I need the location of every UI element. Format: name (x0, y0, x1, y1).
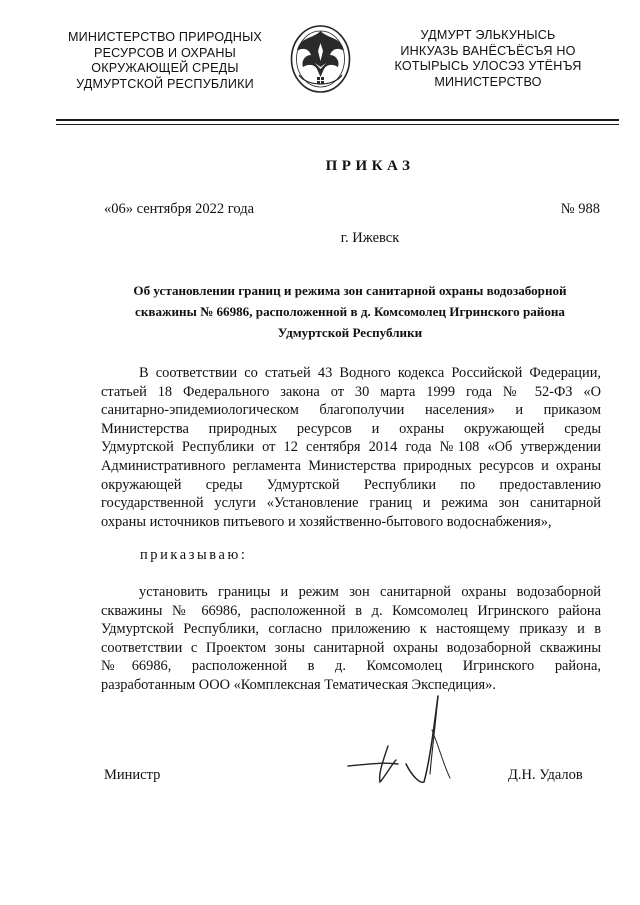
udmurt-coat-of-arms-icon (289, 21, 352, 94)
order-keyword: приказываю: (140, 547, 248, 563)
order-date: «06» сентября 2022 года (104, 201, 255, 217)
ministry-name-line: УДМУРТСКОЙ РЕСПУБЛИКИ (76, 76, 254, 91)
text-line: №66986, расположенной в д. Комсомолец Игринского района, (101, 658, 601, 675)
text-line: В соответствии со статьей 43 Водного кодекса Российской Федерации, (139, 365, 601, 381)
subject-line: Об установлении границ и режима зон санитарной охраны водозаборной (133, 283, 567, 298)
ministry-name-line: КОТЫРЫСЬ УЛОСЭЗ УТЁНЪЯ (394, 59, 582, 74)
header-divider-thin (56, 124, 619, 125)
text-line: Удмуртской Республики от 12 сентября 2014 года №108 «Об утверждении (101, 439, 601, 456)
document-title: ПРИКАЗ (325, 158, 415, 174)
ministry-name-russian (50, 30, 280, 92)
signatory-title: Министр (104, 767, 161, 783)
text-line: окружающей среды Удмуртской Республики по предоставлению (101, 476, 601, 493)
ministry-name-line: РЕСУРСОВ И ОХРАНЫ (93, 45, 237, 60)
text-line: государственной услуги «Установление границ и режима зон санитарной (101, 495, 601, 512)
subject-line: Удмуртской Республики (277, 325, 423, 340)
ministry-name-line: УДМУРТ ЭЛЬКУНЫСЬ (420, 28, 556, 42)
order-subject (100, 280, 600, 343)
ministry-name-line: МИНИСТЕРСТВО ПРИРОДНЫХ (67, 30, 263, 44)
text-line: статьей 18 Федерального закона от 30 марта 1999 года № 52-ФЗ «О (101, 383, 601, 400)
text-line: Административного регламента Министерства природных ресурсов и охраны (101, 457, 601, 474)
text-line: соответствии с Проектом зоны санитарной охраны водозаборной скважины (101, 639, 601, 656)
text-line: разработанным ООО «Комплексная Тематическая Экспедиция». (101, 676, 496, 693)
ministry-name-line: ИНКУАЗЬ ВАНЁСЪЁСЪЯ НО (400, 43, 576, 58)
ministry-name-line: МИНИСТЕРСТВО (434, 74, 542, 89)
ministry-name-line: ОКРУЖАЮЩЕЙ СРЕДЫ (91, 61, 239, 76)
text-line: санитарно-эпидемиологическом благополучии населения» и приказом (101, 402, 601, 419)
header-divider-thick (56, 119, 619, 121)
text-line: Министерства природных ресурсов и охраны окружающей среды (101, 420, 601, 437)
text-line: установить границы и режим зон санитарной охраны водозаборной (139, 584, 601, 600)
text-line: скважины № 66986, расположенной в д. Комсомолец Игринского района (101, 602, 601, 619)
issue-city: г. Ижевск (340, 230, 400, 246)
ministry-name-udmurt (378, 28, 598, 90)
handwritten-signature (340, 690, 480, 800)
signatory-name: Д.Н. Удалов (508, 767, 583, 783)
decision-paragraph (101, 583, 601, 695)
preamble-paragraph (101, 364, 601, 531)
subject-line: скважины № 66986, расположенной в д. Комсомолец Игринского района (135, 304, 565, 319)
text-line: охраны источников питьевого и хозяйственно-бытового водоснабжения», (101, 513, 552, 530)
text-line: Удмуртской Республики, согласно приложению к настоящему приказу и в (101, 621, 601, 638)
order-number: № 988 (560, 201, 600, 217)
